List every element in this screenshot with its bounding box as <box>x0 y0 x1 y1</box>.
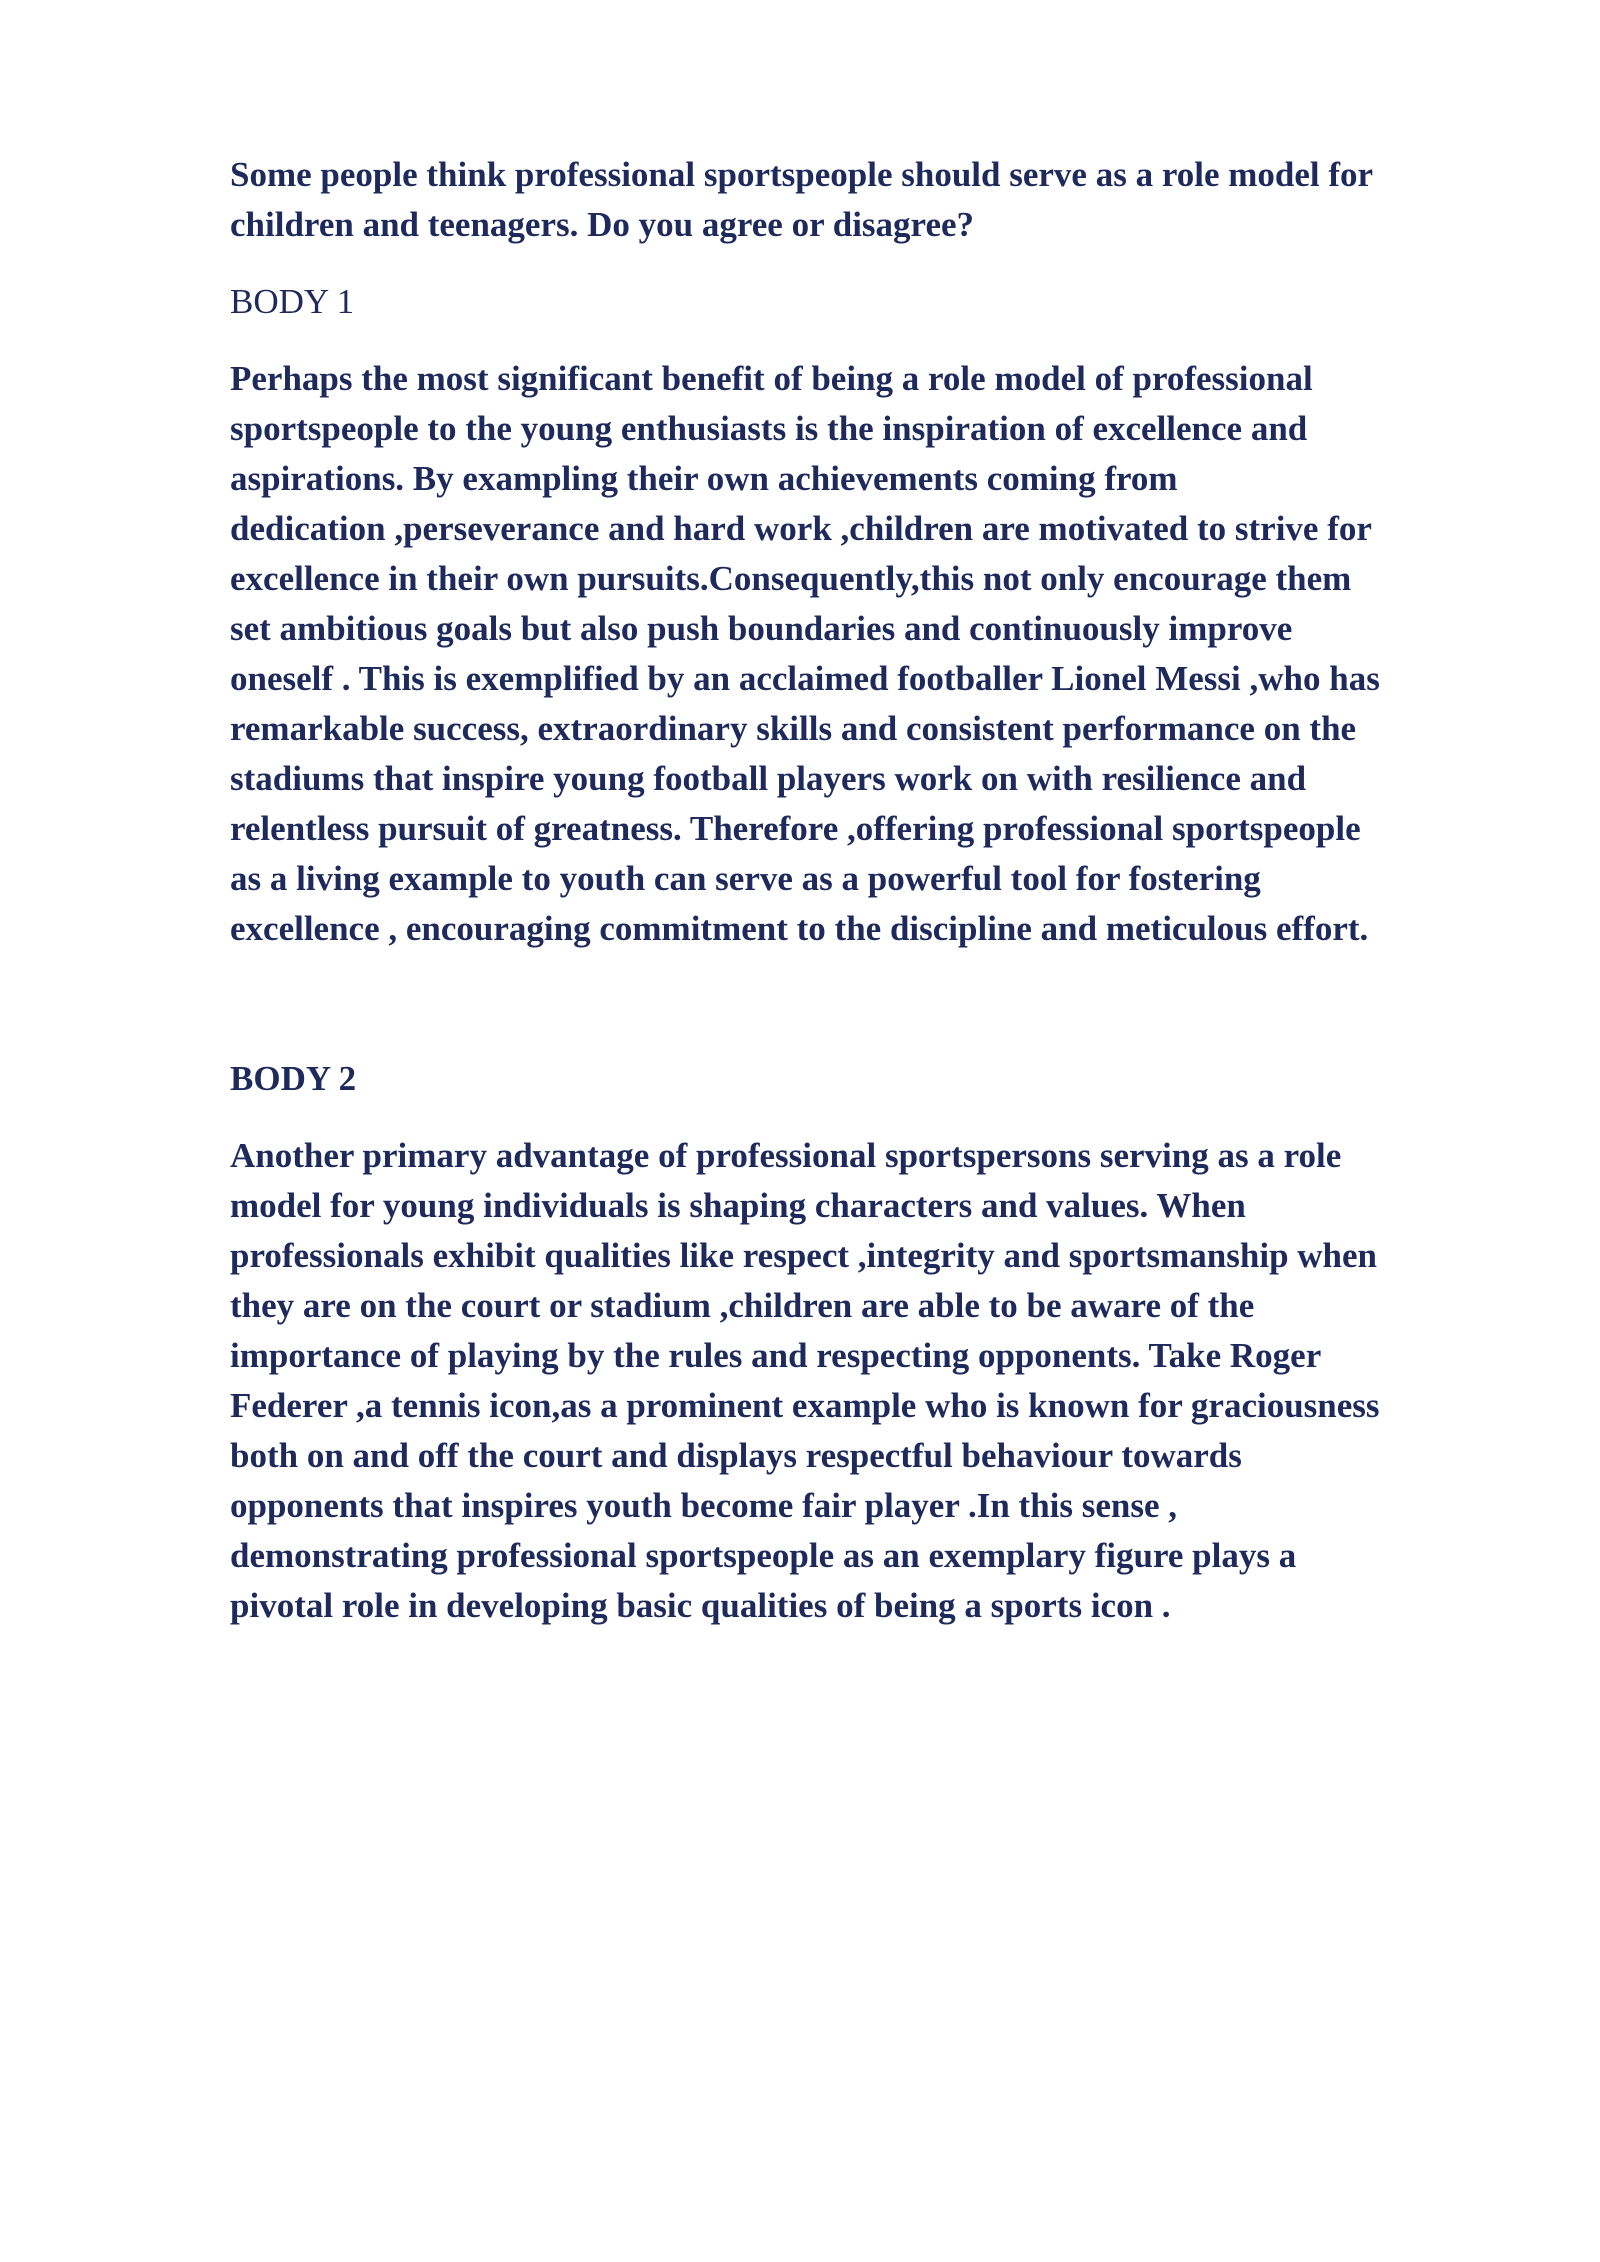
paragraph-line: model for young individuals is shaping characters and values. When <box>230 1186 1246 1225</box>
paragraph-line: sportspeople to the young enthusiasts is the inspiration of excellence and <box>230 409 1308 448</box>
document-content <box>230 150 1500 1631</box>
paragraph-line: dedication ,perseverance and hard work ,children are motivated to strive for <box>230 509 1372 548</box>
paragraph-line: Another primary advantage of professional sportspersons serving as a role <box>230 1136 1342 1175</box>
paragraph-line: relentless pursuit of greatness. Therefore ,offering professional sportspeople <box>230 809 1361 848</box>
paragraph-line: opponents that inspires youth become fair player .In this sense , <box>230 1486 1178 1525</box>
paragraph-line: Federer ,a tennis icon,as a prominent example who is known for graciousness <box>230 1386 1380 1425</box>
paragraph-line: as a living example to youth can serve as a powerful tool for fostering <box>230 859 1261 898</box>
paragraph-line: excellence in their own pursuits.Consequently,this not only encourage them <box>230 559 1352 598</box>
question-line: children and teenagers. Do you agree or disagree? <box>230 205 975 244</box>
body1-heading: BODY 1 <box>230 282 355 321</box>
paragraph-line: excellence , encouraging commitment to the discipline and meticulous effort. <box>230 909 1369 948</box>
paragraph-line: Perhaps the most significant benefit of being a role model of professional <box>230 359 1313 398</box>
paragraph-line: stadiums that inspire young football players work on with resilience and <box>230 759 1307 798</box>
paragraph-line: oneself . This is exemplified by an acclaimed footballer Lionel Messi ,who has <box>230 659 1380 698</box>
paragraph-line: set ambitious goals but also push boundaries and continuously improve <box>230 609 1293 648</box>
paragraph-line: remarkable success, extraordinary skills and consistent performance on the <box>230 709 1357 748</box>
paragraph-line: aspirations. By exampling their own achievements coming from <box>230 459 1178 498</box>
paragraph-line: professionals exhibit qualities like respect ,integrity and sportsmanship when <box>230 1236 1378 1275</box>
question-line: Some people think professional sportspeople should serve as a role model for <box>230 155 1374 194</box>
paragraph-line: importance of playing by the rules and respecting opponents. Take Roger <box>230 1336 1322 1375</box>
paragraph-line: pivotal role in developing basic qualities of being a sports icon . <box>230 1586 1171 1625</box>
essay-question <box>230 150 1500 250</box>
paragraph-line: both on and off the court and displays respectful behaviour towards <box>230 1436 1242 1475</box>
paragraph-line: they are on the court or stadium ,children are able to be aware of the <box>230 1286 1255 1325</box>
blank-space <box>230 954 1500 1054</box>
body2-heading: BODY 2 <box>230 1059 357 1098</box>
paragraph-line: demonstrating professional sportspeople as an exemplary figure plays a <box>230 1536 1297 1575</box>
body2-paragraph <box>230 1131 1500 1631</box>
body1-paragraph <box>230 354 1500 954</box>
